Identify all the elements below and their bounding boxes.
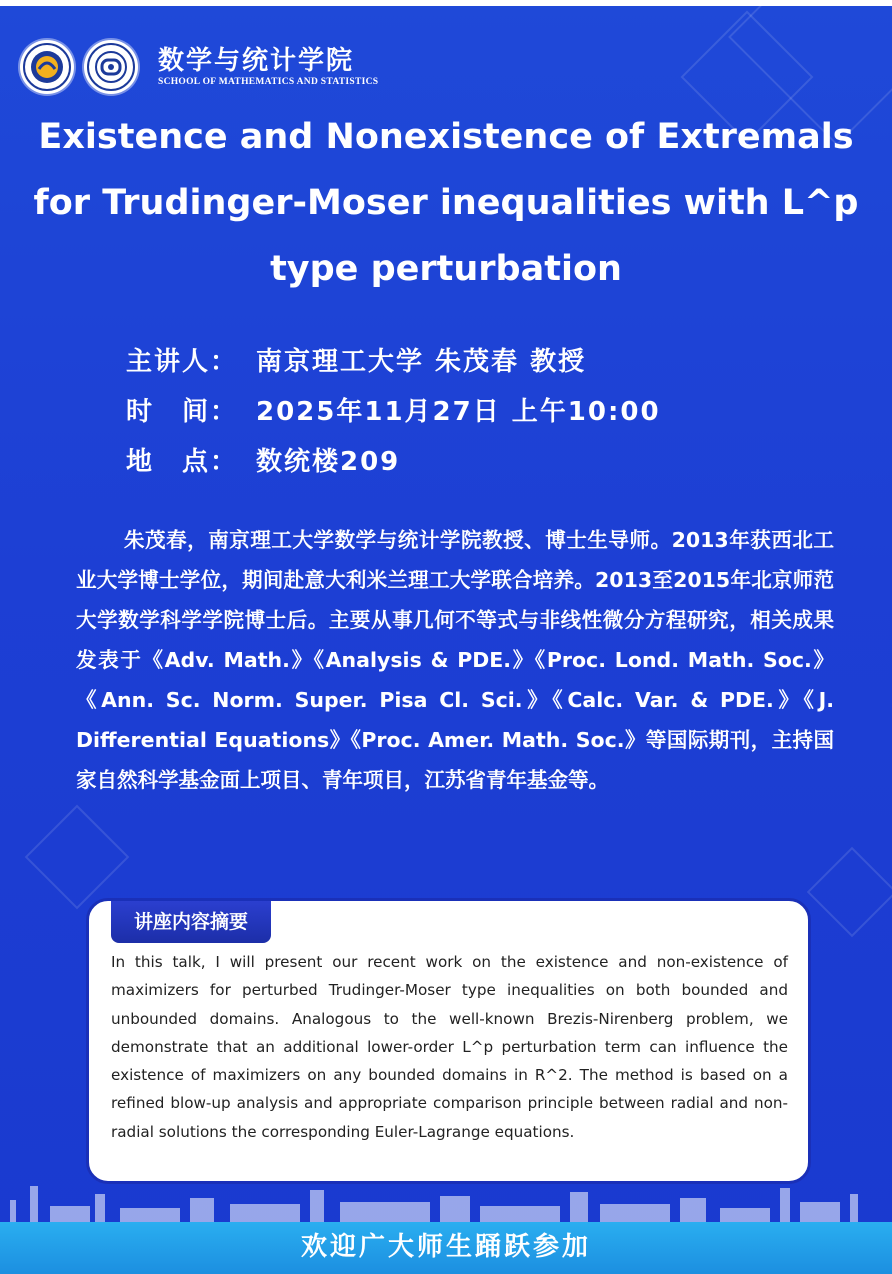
- decorative-diamond: [25, 805, 130, 910]
- school-name-cn: 数学与统计学院: [158, 46, 355, 76]
- talk-title: Existence and Nonexistence of Extremals for Trudinger-Moser inequalities with L^p type perturbation: [33, 117, 859, 289]
- speaker-bio: 朱茂春，南京理工大学数学与统计学院教授、博士生导师。2013年获西北工业大学博士学位，期间赴意大利米兰理工大学联合培养。2013至2015年北京师范大学数学科学学院博士后。主要从事几何不等式与非线性微分方程研究，相关成果发表于《Adv. Math.》《Analysis & PDE.》《Proc. Lond. Math. Soc.》《Ann. Sc. Norm. Super. Pisa Cl. Sci.》《Calc. Var. & PDE.》《J. Differential Equations》《Proc. Amer. Math. Soc.》等国际期刊，主持国家自然科学基金面上项目、青年项目，江苏省青年基金等。: [76, 528, 834, 792]
- place-row: [126, 438, 661, 488]
- speaker-value: 南京理工大学 朱茂春 教授: [256, 347, 587, 377]
- abstract-box: [86, 898, 811, 1184]
- decorative-diamond: [807, 847, 892, 938]
- footer-banner: 欢迎广大师生踊跃参加: [0, 1222, 892, 1274]
- school-name-en: SCHOOL OF MATHEMATICS AND STATISTICS: [158, 77, 379, 87]
- campus-skyline-icon: [0, 1180, 892, 1224]
- talk-info: [126, 338, 661, 488]
- abstract-text: In this talk, I will present our recent work on the existence and non-existence of maximizers for perturbed Trudinger-Moser type inequalities on both bounded and unbounded domains. Analogous to the well-known Brezis-Nirenberg problem, we demonstrate that an additional lower-order L^p perturbation term can influence the existence of maximizers on any bounded domains in R^2. The method is based on a refined blow-up analysis and appropriate comparison principle between radial and non-radial solutions the corresponding Euler-Lagrange equations.: [111, 953, 788, 1141]
- university-seal-icon: [20, 40, 74, 94]
- speaker-label: 主讲人：: [126, 347, 239, 377]
- time-value: 2025年11月27日 上午10:00: [256, 397, 661, 427]
- abstract-heading: 讲座内容摘要: [111, 901, 271, 943]
- time-label: 时 间：: [126, 397, 239, 427]
- place-value: 数统楼209: [256, 447, 401, 477]
- school-header: [20, 38, 378, 96]
- time-row: [126, 388, 661, 438]
- school-emblem-icon: [84, 40, 138, 94]
- speaker-row: [126, 338, 661, 388]
- school-name: [158, 46, 378, 88]
- place-label: 地 点：: [126, 447, 239, 477]
